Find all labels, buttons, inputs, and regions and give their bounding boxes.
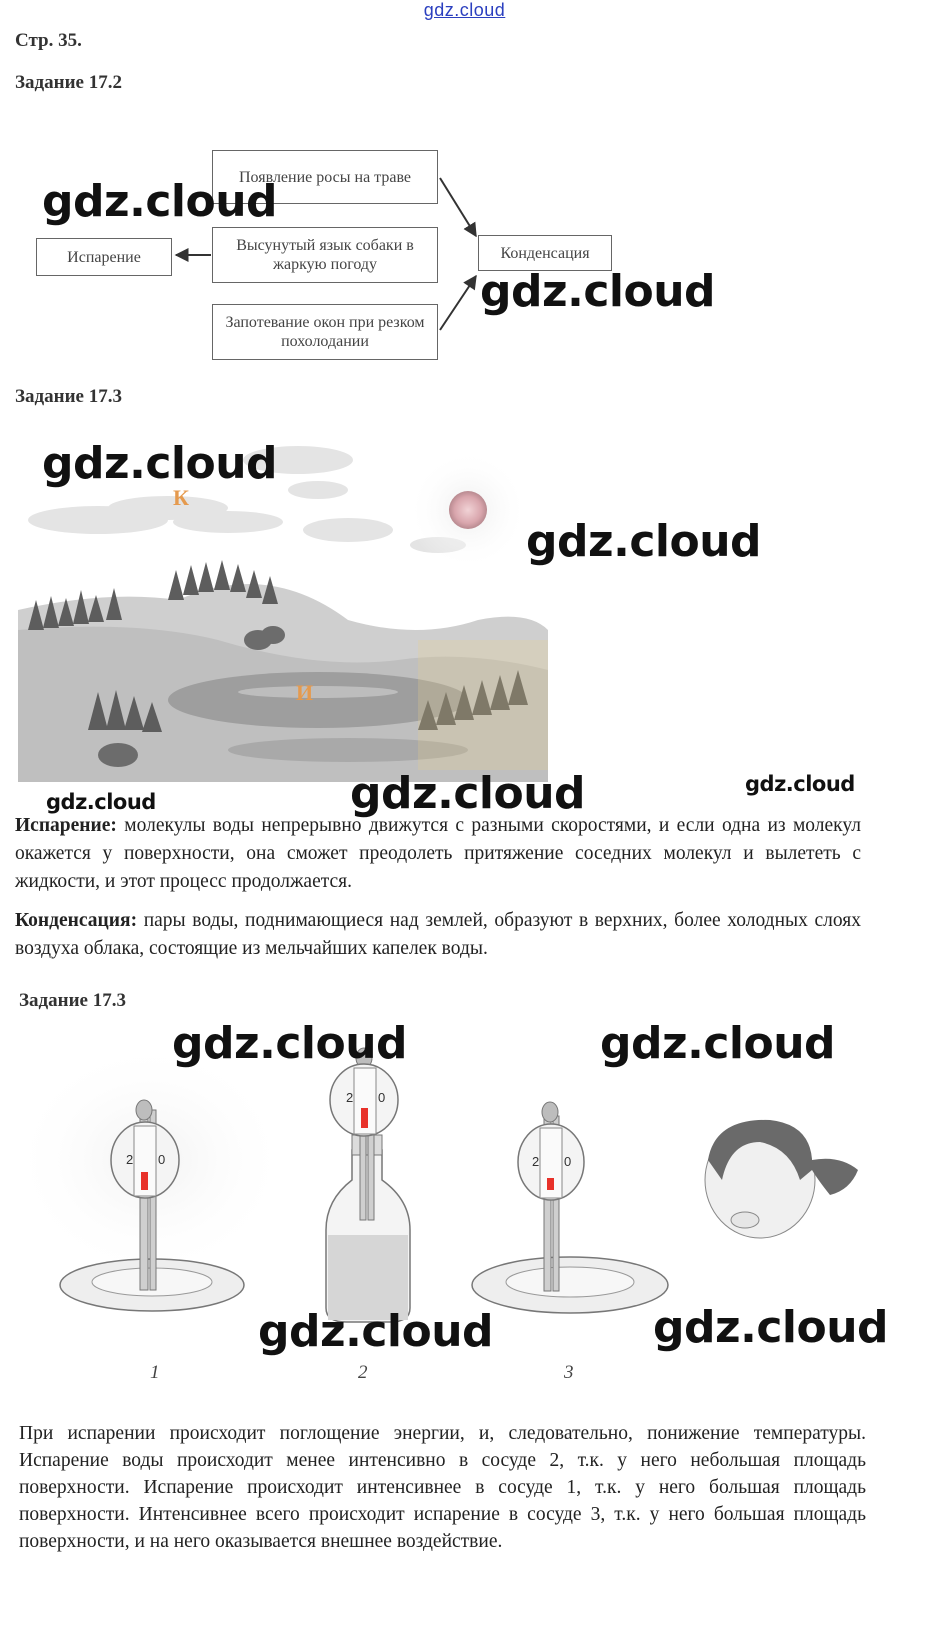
watermark: gdz.cloud [745, 772, 855, 796]
vessel-2 [326, 1048, 410, 1322]
evaporation-definition [15, 812, 861, 896]
box-window-fog: Запотевание окон при резком похолодании [212, 304, 438, 360]
watermark: gdz.cloud [600, 1018, 836, 1069]
watermark: gdz.cloud [46, 790, 156, 814]
task-17-3-title: Задание 17.3 [15, 386, 122, 407]
thermo-3-scale-2: 2 [532, 1154, 540, 1169]
thermo-1-scale-2: 2 [126, 1152, 134, 1167]
box-dew: Появление росы на траве [212, 150, 438, 204]
watermark: gdz.cloud [350, 768, 586, 819]
watermark: gdz.cloud [526, 516, 762, 567]
task-17-2-title: Задание 17.2 [15, 72, 122, 93]
caption-3: 3 [564, 1362, 574, 1383]
condensation-text: пары воды, поднимающиеся над землей, образуют в верхних, более холодных слоях воздуха облака, состоящие из мельчайших капелек воды. [15, 910, 861, 959]
conclusion-paragraph: При испарении происходит поглощение энергии, и, следовательно, понижение температуры. Испарение воды происходит менее интенсивно в сосуде 2, т.к. у него небольшая площадь поверхности. Испарение происходит интенсивнее в сосуде 1, т.к. у него большая площадь поверхности. Интенсивнее всего происходит испарение в сосуде 3, т.к. у него большая площадь поверхности, и на него оказывается внешнее воздействие. [19, 1423, 866, 1552]
sun-icon [408, 450, 528, 570]
child-head-illustration [705, 1120, 858, 1238]
thermo-2-scale-2: 2 [346, 1090, 354, 1105]
evaporation-text: молекулы воды непрерывно движутся с разными скоростями, и если одна из молекул окажется у поверхности, она сможет преодолеть притяжение соседних молекул и вылететь с жидкости, и этот процесс продолжается. [15, 815, 861, 892]
thermo-2-scale-0: 0 [378, 1090, 386, 1105]
watermark: gdz.cloud [42, 176, 278, 227]
caption-1: 1 [150, 1362, 160, 1383]
top-watermark-link[interactable]: gdz.cloud [423, 0, 506, 20]
watermark: gdz.cloud [172, 1018, 408, 1069]
label-i: И [296, 680, 314, 705]
label-k: К [173, 485, 189, 510]
watermark: gdz.cloud [42, 438, 278, 489]
condensation-definition [15, 907, 861, 963]
vessel-3 [472, 1102, 668, 1313]
evaporation-term: Испарение: [15, 815, 117, 836]
thermo-3-scale-0: 0 [564, 1154, 572, 1169]
thermo-1-scale-0: 0 [158, 1152, 166, 1167]
arrow-dew-to-condensation [440, 178, 476, 236]
arrow-window-to-condensation [440, 276, 476, 330]
diagram-arrows [0, 140, 929, 370]
task-17-3-second-title: Задание 17.3 [19, 990, 126, 1011]
watermark: gdz.cloud [258, 1306, 494, 1357]
page-label: Стр. 35. [15, 30, 82, 51]
watermark: gdz.cloud [653, 1302, 889, 1353]
watermark: gdz.cloud [480, 266, 716, 317]
caption-2: 2 [358, 1362, 368, 1383]
condensation-term: Конденсация: [15, 910, 138, 931]
box-evaporation: Испарение [36, 238, 172, 276]
box-condensation: Конденсация [478, 235, 612, 271]
box-dog-tongue: Высунутый язык собаки в жаркую погоду [212, 227, 438, 283]
